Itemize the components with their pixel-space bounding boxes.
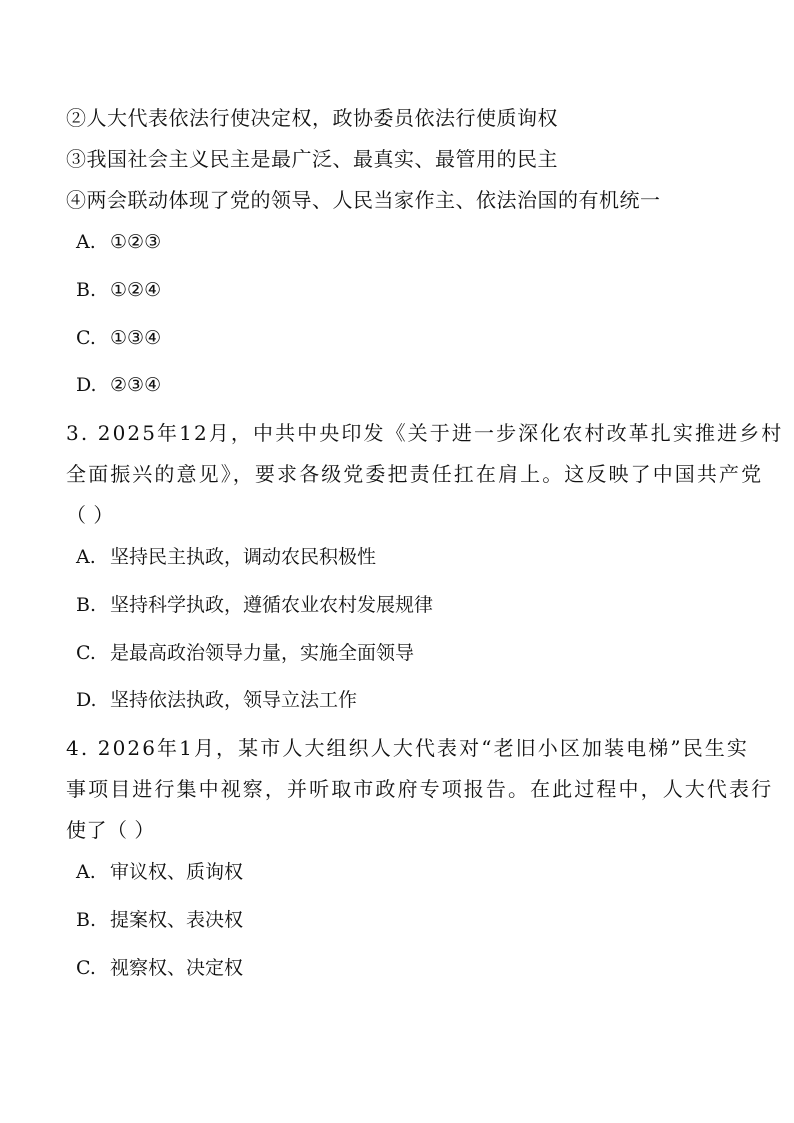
q2-option-d [76, 372, 161, 398]
option-text: 坚持科学执政，遵循农业农村发展规律 [110, 594, 434, 616]
option-text: 坚持民主执政，调动农民积极性 [110, 546, 377, 568]
q4-stem-line-3: 使了（ ） [66, 818, 155, 842]
option-letter: D. [76, 689, 97, 711]
q3-stem-line-3: （ ） [66, 503, 114, 527]
q2-option-a [76, 229, 161, 255]
q2-option-c [76, 325, 161, 351]
option-letter: C. [76, 642, 96, 664]
q2-statement-2: ②人大代表依法行使决定权，政协委员依法行使质询权 [66, 106, 558, 130]
q2-option-b [76, 277, 161, 303]
q4-option-c [76, 955, 243, 981]
option-text: ②③④ [110, 374, 162, 396]
q3-option-d [76, 687, 357, 713]
q3-option-b [76, 592, 433, 618]
option-text: 审议权、质询权 [110, 861, 244, 883]
q3-option-a [76, 544, 376, 570]
option-letter: D. [76, 374, 97, 396]
q3-option-c [76, 640, 414, 666]
q2-statement-4: ④两会联动体现了党的领导、人民当家作主、依法治国的有机统一 [66, 188, 661, 212]
q3-stem-line-2: 全面振兴的意见》，要求各级党委把责任扛在肩上。这反映了中国共产党 [66, 462, 764, 486]
option-text: ①②③ [110, 231, 162, 253]
option-text: ①②④ [110, 279, 162, 301]
option-text: 是最高政治领导力量，实施全面领导 [110, 642, 415, 664]
option-text: 视察权、决定权 [110, 957, 244, 979]
q4-option-b [76, 907, 243, 933]
option-letter: B. [76, 594, 97, 616]
q4-stem-line-2: 事项目进行集中视察，并听取市政府专项报告。在此过程中，人大代表行 [66, 777, 774, 801]
option-text: ①③④ [110, 327, 162, 349]
option-letter: B. [76, 909, 97, 931]
option-letter: C. [76, 957, 96, 979]
option-text: 提案权、表决权 [110, 909, 244, 931]
option-letter: A. [76, 861, 96, 883]
option-letter: A. [76, 546, 96, 568]
q4-option-a [76, 859, 243, 885]
q3-stem-line-1: 3. 2025年12月，中共中央印发《关于进一步深化农村改革扎实推进乡村 [66, 421, 784, 445]
option-letter: A. [76, 231, 96, 253]
option-letter: C. [76, 327, 96, 349]
q4-stem-line-1: 4. 2026年1月，某市人大组织人大代表对“老旧小区加装电梯”民生实 [66, 736, 750, 760]
option-letter: B. [76, 279, 97, 301]
q2-statement-3: ③我国社会主义民主是最广泛、最真实、最管用的民主 [66, 147, 558, 171]
option-text: 坚持依法执政，领导立法工作 [110, 689, 358, 711]
